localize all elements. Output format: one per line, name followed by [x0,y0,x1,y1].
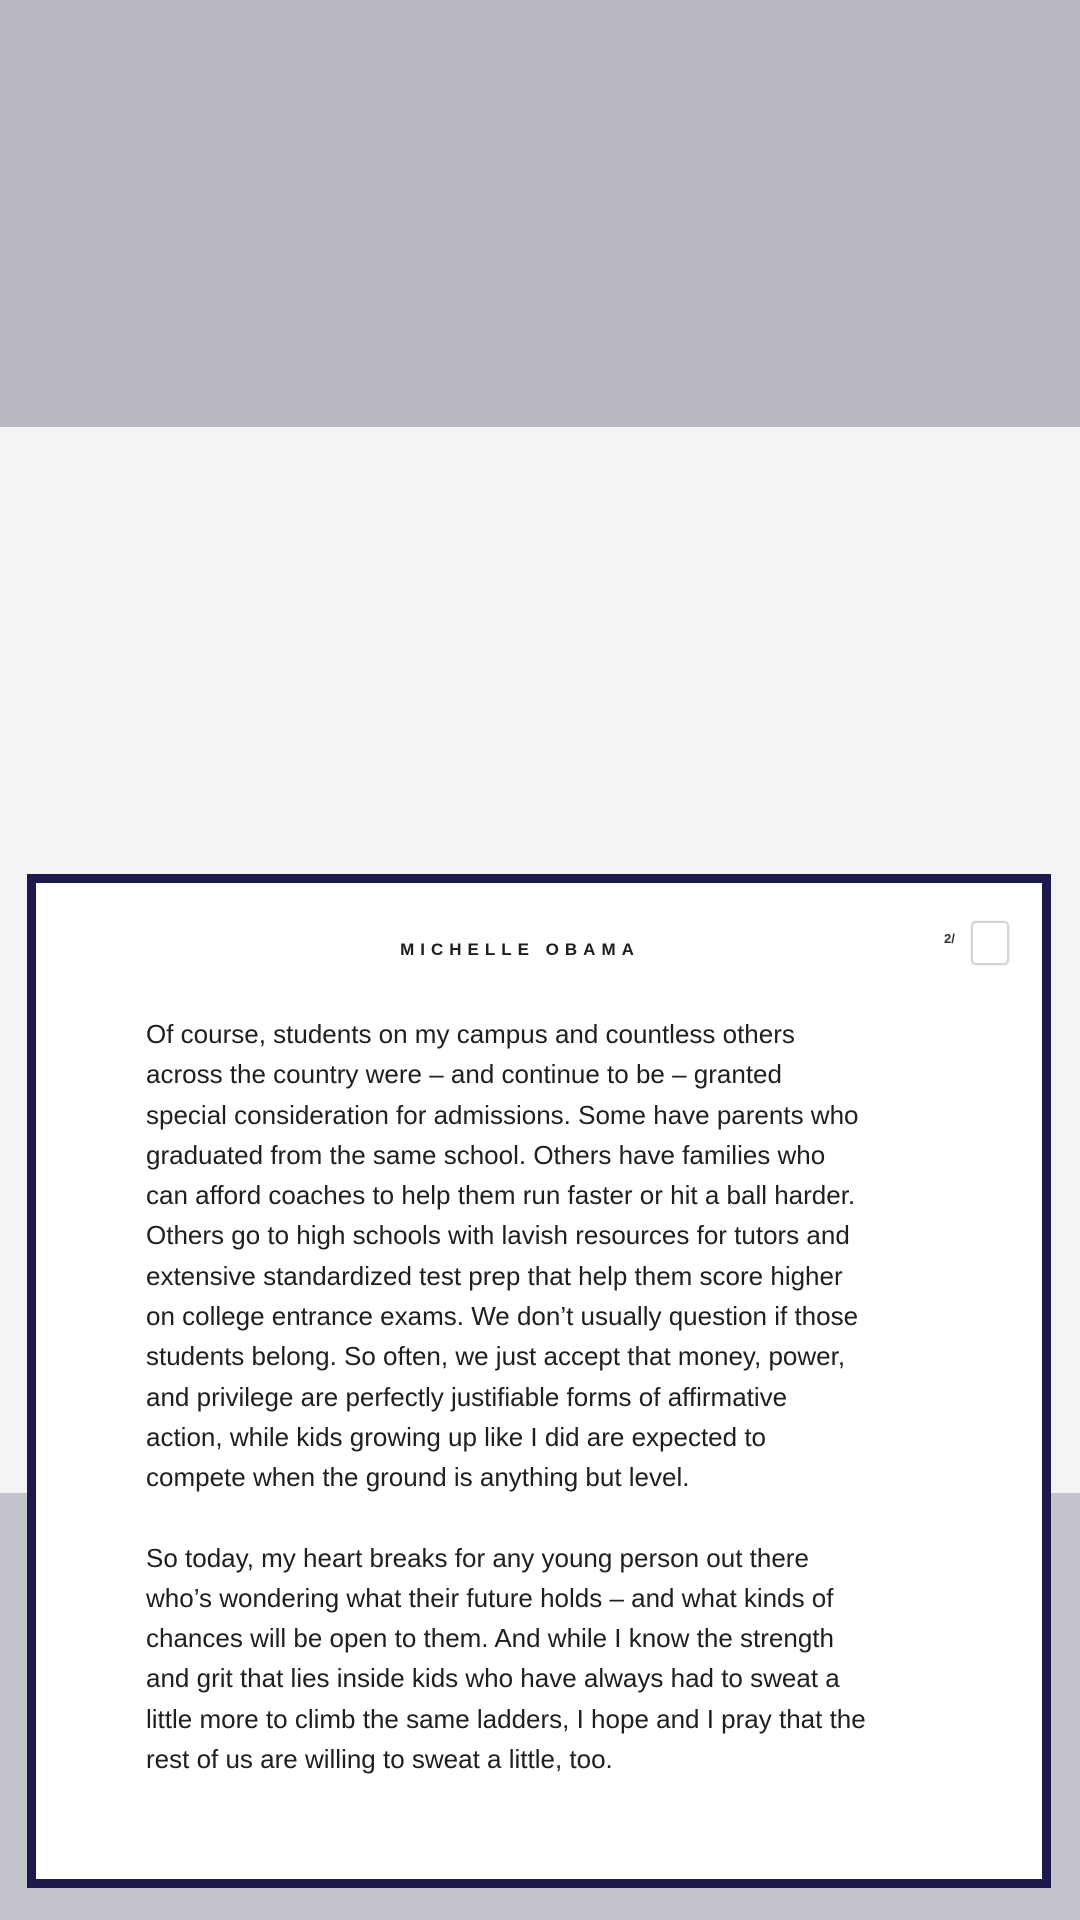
paragraph-1: Of course, students on my campus and countless others across the country were – and continue to be – granted special consideration for admissions. Some have parents who graduated from the same school. Others have families who can afford coaches to help them run faster or hit a ball harder. Others go to high schools with lavish resources for tutors and extensive standardized test prep that help them score higher on college entrance exams. We don’t usually question if those students belong. So often, we just accept that money, power, and privilege are perfectly justifiable forms of affirmative action, while kids growing up like I did are expected to compete when the ground is anything but level. [146,1019,859,1493]
document-photo[interactable] [0,427,1080,1775]
author-header: MICHELLE OBAMA [400,940,640,959]
top-background [0,0,1080,427]
page-frame [27,874,1051,1888]
page-indicator: 2/ [944,931,955,946]
page-counter-box [971,921,1009,965]
body-text [146,1014,1006,1779]
paragraph-2: So today, my heart breaks for any young person out there who’s wondering what their future holds – and what kinds of chances will be open to them. And while I know the strength and grit that lies inside kids who have always had to sweat a little more to climb the same ladders, I hope and I pray that the rest of us are willing to sweat a little, too. [146,1542,866,1775]
